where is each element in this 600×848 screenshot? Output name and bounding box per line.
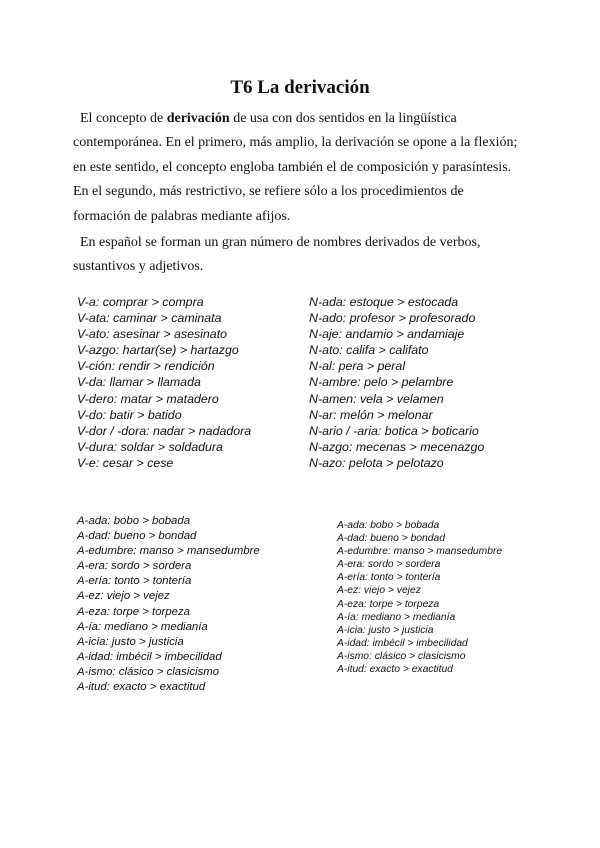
- intro-line-1: [73, 107, 551, 131]
- list-item: A-itud: exacto > exactitud: [77, 681, 206, 694]
- list-item: A-icia: justo > justicia: [77, 635, 184, 648]
- list-item: N-al: pera > peral: [309, 359, 406, 374]
- para2-line-2: sustantivos y adjetivos.: [73, 259, 204, 275]
- list-item: V-azgo: hartar(se) > hartazgo: [77, 343, 239, 358]
- list-item: A-ismo: clásico > clasicismo: [77, 665, 220, 678]
- list-item: A-ía: mediano > medianía: [77, 620, 208, 633]
- list-item: V-ato: asesinar > asesinato: [77, 327, 228, 342]
- list-item: A-ez: viejo > vejez: [337, 585, 421, 597]
- list-item: V-dura: soldar > soldadura: [77, 439, 223, 454]
- noun-derivations-list: [309, 294, 484, 471]
- list-item: N-azgo: mecenas > mecenazgo: [309, 439, 485, 454]
- list-item: A-eza: torpe > torpeza: [337, 598, 440, 610]
- list-item: A-idad: imbécil > imbecilidad: [337, 637, 468, 649]
- intro-line-4: En el segundo, más restrictivo, se refiere sólo a los procedimientos de: [73, 184, 464, 200]
- list-item: N-azo: pelota > pelotazo: [309, 455, 444, 470]
- list-item: N-ar: melón > melonar: [309, 407, 433, 422]
- list-item: A-ía: mediano > medianía: [337, 611, 456, 623]
- list-item: V-ción: rendir > rendición: [77, 359, 215, 374]
- list-item: A-era: sordo > sordera: [77, 560, 192, 573]
- verb-derivations-list: [77, 294, 251, 471]
- intro-paragraph: [73, 107, 551, 229]
- intro-line-3: en este sentido, el concepto engloba también el de composición y parasíntesis.: [73, 159, 512, 175]
- list-item: N-ado: profesor > profesorado: [309, 311, 476, 326]
- list-item: V-do: batir > batido: [77, 407, 182, 422]
- list-item: A-itud: exacto > exactitud: [337, 664, 453, 676]
- list-item: V-da: llamar > llamada: [77, 375, 201, 390]
- list-item: N-ambre: pelo > pelambre: [309, 375, 454, 390]
- list-item: N-aje: andamio > andamiaje: [309, 327, 465, 342]
- page-title: T6 La derivación: [230, 77, 370, 98]
- list-item: A-ismo: clásico > clasicismo: [337, 650, 466, 662]
- intro-line-5: formación de palabras mediante afijos.: [73, 208, 291, 224]
- list-item: N-amen: vela > velamen: [309, 391, 444, 406]
- para2-line-1: [73, 231, 551, 255]
- list-item: V-dor / -dora: nadar > nadadora: [77, 423, 252, 438]
- list-item: A-edumbre: manso > mansedumbre: [77, 545, 260, 558]
- list-item: A-dad: bueno > bondad: [337, 533, 445, 545]
- para2-line-1-text: En español se forman un gran número de nombres derivados de verbos,: [80, 235, 481, 250]
- adjective-derivations-list-left: [77, 514, 260, 695]
- list-item: V-ata: caminar > caminata: [77, 311, 222, 326]
- list-item: A-ería: tonto > tontería: [337, 572, 441, 584]
- list-item: V-e: cesar > cese: [77, 455, 174, 470]
- intro-line-1-end: de usa con dos sentidos en la lingüística: [229, 111, 457, 126]
- list-item: A-ada: bobo > bobada: [77, 515, 191, 527]
- list-item: A-era: sordo > sordera: [337, 559, 441, 571]
- list-item: A-edumbre: manso > mansedumbre: [337, 546, 503, 558]
- second-paragraph: [73, 231, 551, 280]
- derivacion-term: derivación: [166, 111, 230, 126]
- list-item: V-a: comprar > compra: [77, 295, 204, 309]
- intro-line-1-start: El concepto de: [80, 111, 167, 126]
- list-item: A-eza: torpe > torpeza: [77, 605, 191, 618]
- list-item: N-ato: califa > califato: [309, 343, 429, 358]
- list-item: A-icia: justo > justicia: [337, 624, 434, 636]
- list-item: A-ería: tonto > tontería: [77, 575, 192, 588]
- list-item: V-dero: matar > matadero: [77, 391, 219, 406]
- list-item: A-dad: bueno > bondad: [77, 530, 197, 543]
- list-item: N-ada: estoque > estocada: [309, 295, 459, 309]
- adjective-derivations-list-right: [337, 519, 502, 676]
- list-item: A-ada: bobo > bobada: [337, 520, 440, 531]
- list-item: A-idad: imbécil > imbecilidad: [77, 650, 222, 663]
- list-item: N-ario / -aria: botica > boticario: [309, 423, 479, 438]
- intro-line-2: contemporánea. En el primero, más amplio, la derivación se opone a la flexión;: [73, 135, 518, 151]
- list-item: A-ez: viejo > vejez: [77, 590, 170, 603]
